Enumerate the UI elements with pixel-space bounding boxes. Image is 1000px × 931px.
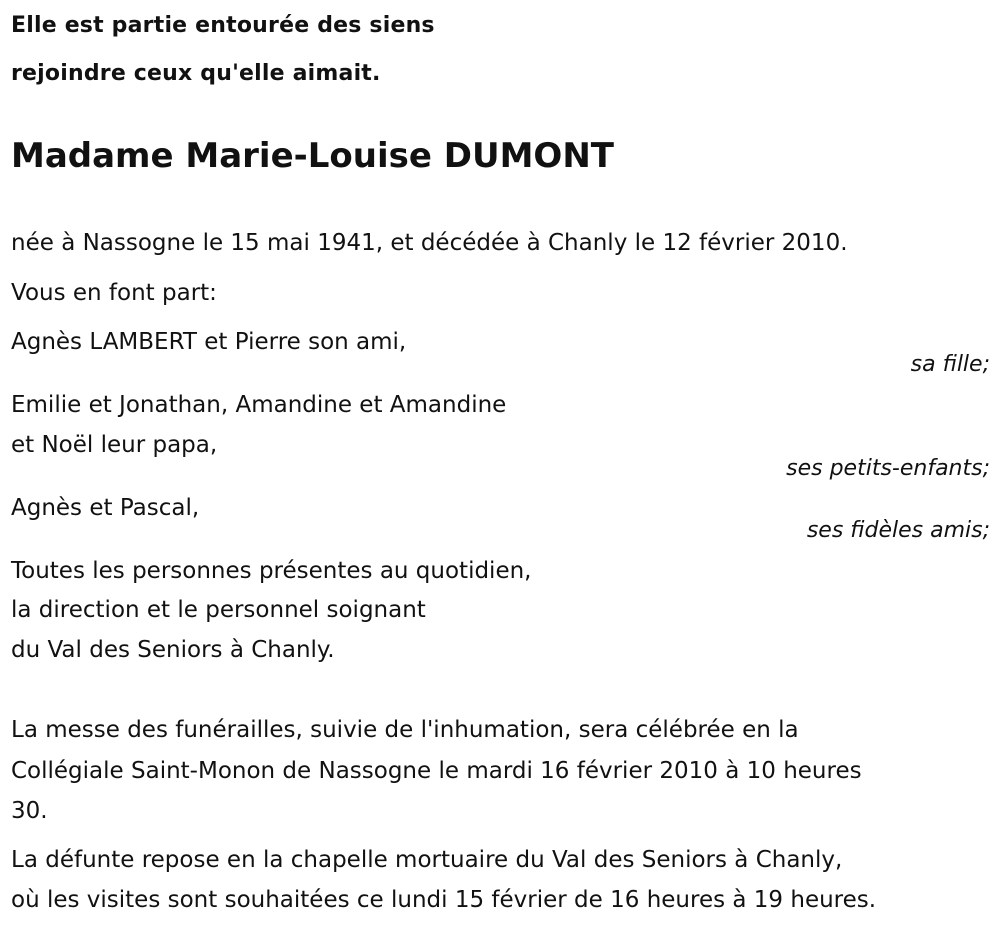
announcement-line: Vous en font part: (11, 280, 217, 306)
deceased-name: Madame Marie-Louise DUMONT (11, 136, 614, 176)
funeral-line-2: Collégiale Saint-Monon de Nassogne le mardi 16 février 2010 à 10 heures (11, 758, 862, 784)
family-name-line: Agnès et Pascal, (11, 495, 200, 521)
relation-label: ses fidèles amis; (806, 518, 990, 543)
funeral-line-3: 30. (11, 798, 48, 824)
family-name-line: du Val des Seniors à Chanly. (11, 637, 335, 663)
birth-death-line: née à Nassogne le 15 mai 1941, et décédée à Chanly le 12 février 2010. (11, 230, 848, 256)
family-name-line: la direction et le personnel soignant (11, 597, 426, 623)
family-name-line: Emilie et Jonathan, Amandine et Amandine (11, 392, 507, 418)
family-name-line: Agnès LAMBERT et Pierre son ami, (11, 329, 407, 355)
family-name-line: et Noël leur papa, (11, 432, 218, 458)
epitaph-line-1: Elle est partie entourée des siens (11, 13, 435, 38)
funeral-line-1: La messe des funérailles, suivie de l'inhumation, sera célébrée en la (11, 717, 799, 743)
relation-label: ses petits-enfants; (786, 456, 990, 481)
relation-label: sa fille; (910, 352, 990, 377)
epitaph-line-2: rejoindre ceux qu'elle aimait. (11, 61, 381, 86)
visitation-line-1: La défunte repose en la chapelle mortuaire du Val des Seniors à Chanly, (11, 847, 843, 873)
family-name-line: Toutes les personnes présentes au quotidien, (11, 558, 532, 584)
visitation-line-2: où les visites sont souhaitées ce lundi 15 février de 16 heures à 19 heures. (11, 887, 877, 913)
